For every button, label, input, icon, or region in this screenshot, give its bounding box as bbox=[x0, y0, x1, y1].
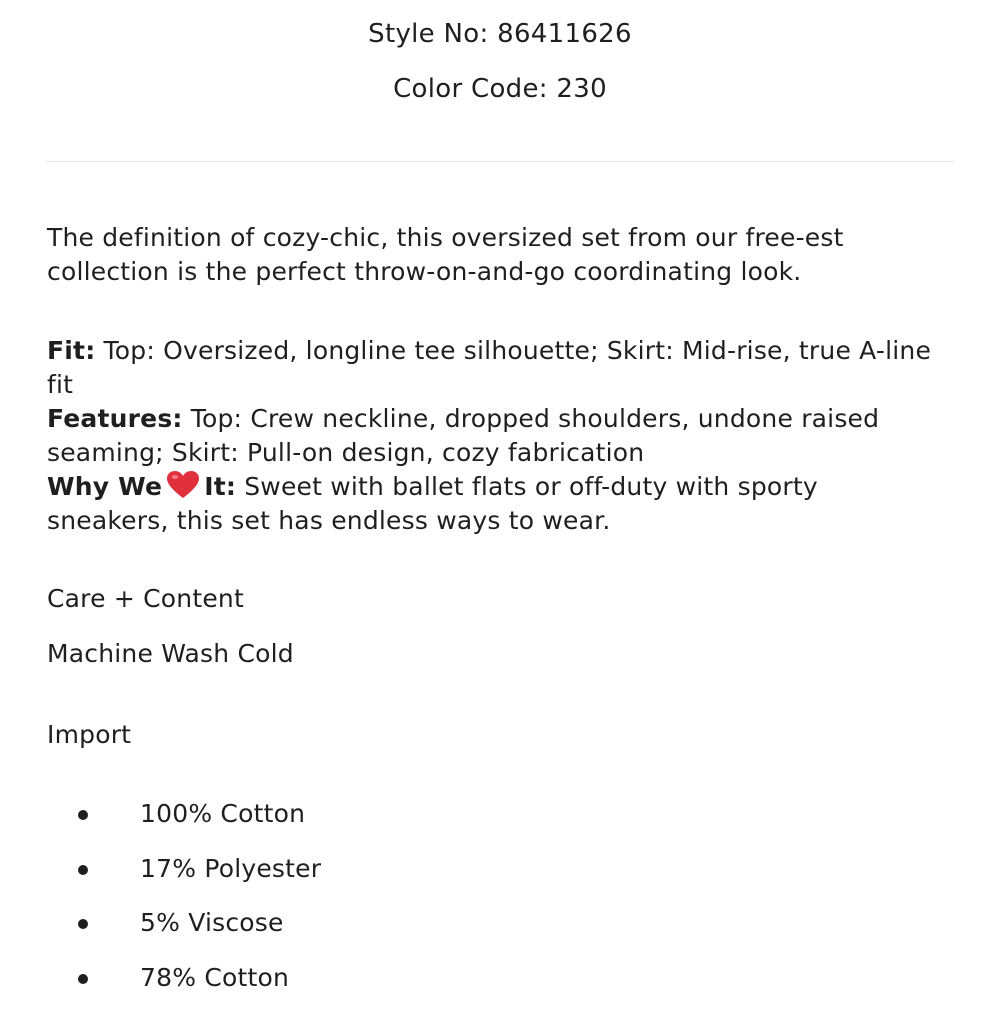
color-code: Color Code: 230 bbox=[0, 72, 1000, 106]
care-content-title: Care + Content bbox=[47, 582, 947, 616]
section-divider bbox=[46, 161, 954, 162]
why-label-start: Why We bbox=[47, 472, 162, 501]
features-label: Features: bbox=[47, 404, 183, 433]
features-text: Top: Crew neckline, dropped shoulders, undone raised seaming; Skirt: Pull-on design, cozy fabrication bbox=[47, 404, 879, 467]
features-detail bbox=[47, 402, 947, 470]
list-item bbox=[0, 852, 1000, 907]
material-text: 17% Polyester bbox=[140, 852, 321, 886]
material-text: 5% Viscose bbox=[140, 906, 284, 940]
material-text: 100% Cotton bbox=[140, 797, 305, 831]
bullet-icon bbox=[78, 919, 88, 929]
import-label: Import bbox=[47, 718, 947, 752]
product-details bbox=[47, 334, 947, 538]
material-text: 78% Cotton bbox=[140, 961, 289, 995]
fit-label: Fit: bbox=[47, 336, 95, 365]
list-item bbox=[0, 797, 1000, 852]
fit-detail bbox=[47, 334, 947, 402]
materials-list bbox=[0, 797, 1000, 1015]
why-label-end: It: bbox=[204, 472, 236, 501]
list-item bbox=[0, 906, 1000, 961]
list-item bbox=[0, 961, 1000, 1015]
bullet-icon bbox=[78, 810, 88, 820]
product-description: The definition of cozy-chic, this oversized set from our free-est collection is the perfect throw-on-and-go coordinating look. bbox=[47, 221, 947, 289]
why-text: Sweet with ballet flats or off-duty with sporty sneakers, this set has endless ways to wear. bbox=[47, 472, 818, 535]
why-we-love-it-detail bbox=[47, 470, 947, 538]
style-number: Style No: 86411626 bbox=[0, 17, 1000, 51]
fit-text: Top: Oversized, longline tee silhouette; Skirt: Mid-rise, true A-line fit bbox=[47, 336, 931, 399]
bullet-icon bbox=[78, 865, 88, 875]
red-heart-icon bbox=[166, 470, 200, 498]
bullet-icon bbox=[78, 974, 88, 984]
care-wash-instruction: Machine Wash Cold bbox=[47, 637, 947, 671]
